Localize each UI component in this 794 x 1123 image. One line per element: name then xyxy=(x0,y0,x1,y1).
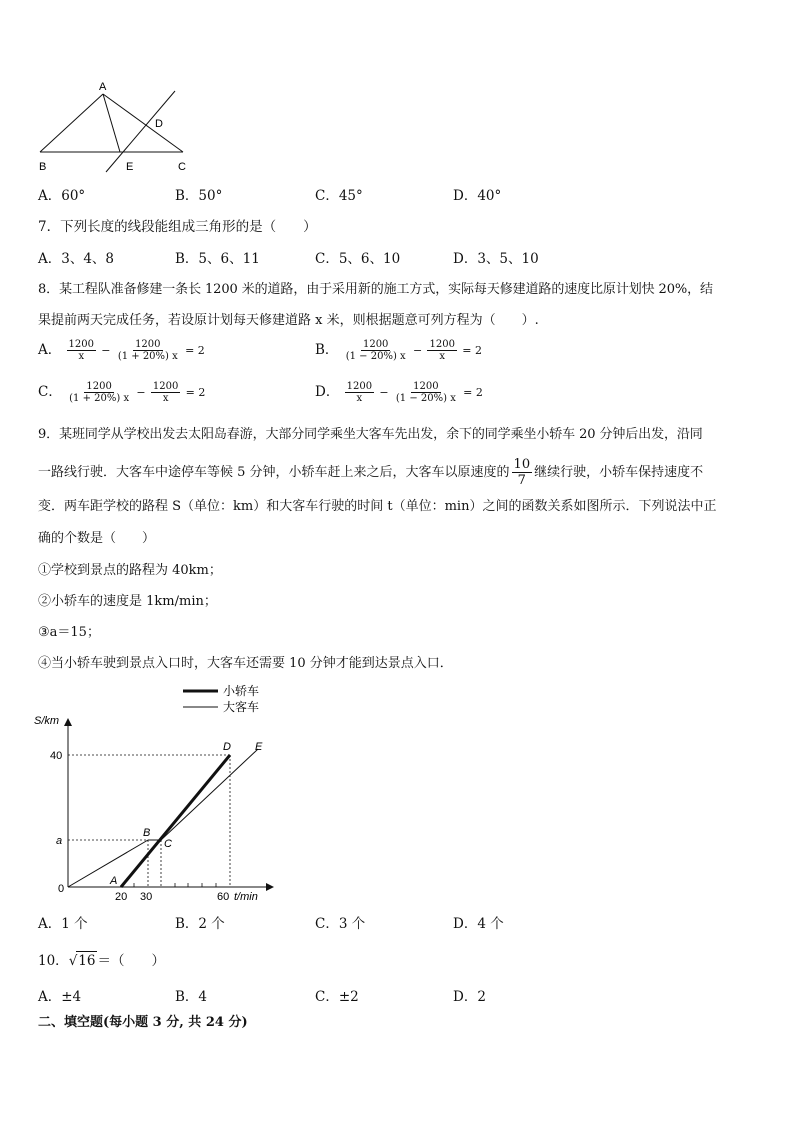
q7-option-d: D．3、5、10 xyxy=(453,251,539,267)
q9-option-a: A．1 个 xyxy=(38,916,88,932)
label-C: C xyxy=(178,161,186,173)
q9-statement-1: ①学校到景点的路程为 40km； xyxy=(38,563,222,578)
option-label: A． xyxy=(38,342,62,358)
q9-option-d: D．4 个 xyxy=(453,916,504,932)
bus-line-3 xyxy=(161,749,258,840)
point-D: D xyxy=(223,741,231,753)
q10-option-a: A．±4 xyxy=(38,989,82,1005)
q9-statement-3: ③a＝15； xyxy=(38,625,100,640)
q9-line4: 确的个数是（ ） xyxy=(38,531,156,546)
q7-option-c: C．5、6、10 xyxy=(315,251,401,267)
section-2-heading: 二、填空题(每小题 3 分, 共 24 分) xyxy=(38,1015,248,1030)
option-label: B． xyxy=(315,342,339,358)
q10-option-b: B．4 xyxy=(175,989,208,1005)
y-axis-arrow xyxy=(64,718,72,726)
radicand: 16 xyxy=(78,953,96,969)
q7-stem: 7．下列长度的线段能组成三角形的是（ ） xyxy=(38,219,317,235)
q9-option-c: C．3 个 xyxy=(315,916,366,932)
label-B: B xyxy=(39,161,47,173)
q7-option-a: A．3、4、8 xyxy=(38,251,115,267)
label-D: D xyxy=(155,118,163,130)
fraction: $\frac{1200}{(1 - 20\%) x}$ xyxy=(345,339,406,362)
q9-line3: 变．两车距学校的路程 S（单位：km）和大客车行驶的时间 t（单位：min）之间的函数关系如图所示．下列说法中正 xyxy=(38,499,717,514)
point-C: C xyxy=(164,838,172,850)
y-tick-a: a xyxy=(56,835,63,847)
q9-statement-4: ④当小轿车驶到景点入口时，大客车还需要 10 分钟才能到达景点入口． xyxy=(38,656,453,671)
q6-option-c: C．45° xyxy=(315,188,363,204)
q8-option-a: A． $\frac{1200}{x}$ − $\frac{1200}{(1 + 20\%) x}$ = 2 xyxy=(38,339,205,362)
q9-statement-2: ②小轿车的速度是 1km/min； xyxy=(38,594,217,609)
q9-line2: 一路线行驶．大客车中途停车等候 5 分钟，小轿车赶上来之后，大客车以原速度的 $\frac{10}{7}$ 继续行驶，小轿车保持速度不 xyxy=(38,457,704,488)
q10-option-d: D．2 xyxy=(453,989,486,1005)
option-label: D． xyxy=(315,384,340,400)
label-A: A xyxy=(99,81,107,93)
q8-option-b: B． $\frac{1200}{(1 - 20\%) x}$ − $\frac{1200}{x}$ = 2 xyxy=(315,339,482,362)
q10-option-c: C．±2 xyxy=(315,989,359,1005)
fraction: $\frac{1200}{(1 + 20\%) x}$ xyxy=(69,381,130,404)
triangle-figure xyxy=(30,74,200,179)
q9-line1: 9．某班同学从学校出发去太阳岛春游，大部分同学乘坐大客车先出发，余下的同学乘坐小轿车 20 分钟后出发，沿同 xyxy=(38,427,703,442)
fraction: $\frac{1200}{x}$ xyxy=(429,339,455,362)
car-line xyxy=(121,755,230,887)
bus-line-1 xyxy=(68,840,148,887)
q9-option-b: B．2 个 xyxy=(175,916,225,932)
sqrt-sign: √ xyxy=(68,953,78,969)
distance-time-graph xyxy=(30,680,280,910)
q6-option-d: D．40° xyxy=(453,188,502,204)
legend-bus-label: 大客车 xyxy=(223,700,260,714)
fraction-10-7: $\frac{10}{7}$ xyxy=(513,457,531,488)
q8-line2: 果提前两天完成任务，若设原计划每天修建道路 x 米，则根据题意可列方程为（ ）. xyxy=(38,313,539,328)
y-axis-label: S/km xyxy=(34,715,60,727)
q8-option-d: D． $\frac{1200}{x}$ − $\frac{1200}{(1 - 20\%) x}$ = 2 xyxy=(315,381,483,404)
fraction: $\frac{1200}{(1 - 20\%) x}$ xyxy=(395,381,456,404)
q8-option-c: C． $\frac{1200}{(1 + 20\%) x}$ − $\frac{1200}{x}$ = 2 xyxy=(38,381,206,404)
fraction: $\frac{1200}{x}$ xyxy=(152,381,179,404)
q7-option-b: B．5、6、11 xyxy=(175,251,260,267)
legend-car-label: 小轿车 xyxy=(223,684,260,698)
x-axis-arrow xyxy=(266,883,274,891)
fraction: $\frac{1200}{x}$ xyxy=(68,339,94,362)
option-label: C． xyxy=(38,384,62,400)
q10-stem: 10．√16 ＝（ ） xyxy=(38,953,165,969)
point-B: B xyxy=(143,827,151,839)
x-tick-20: 20 xyxy=(115,891,128,903)
origin-label: 0 xyxy=(58,883,65,895)
x-tick-60: 60 xyxy=(217,891,230,903)
fraction: $\frac{1200}{(1 + 20\%) x}$ xyxy=(117,339,178,362)
q8-line1: 8．某工程队准备修建一条长 1200 米的道路，由于采用新的施工方式，实际每天修建道路的速度比原计划快 20%，结 xyxy=(38,282,713,297)
y-tick-40: 40 xyxy=(50,750,63,762)
q6-option-b: B．50° xyxy=(175,188,223,204)
point-E: E xyxy=(255,741,263,753)
point-A: A xyxy=(110,875,118,887)
fraction: $\frac{1200}{x}$ xyxy=(346,381,373,404)
q6-option-a: A．60° xyxy=(38,188,86,204)
x-tick-30: 30 xyxy=(140,891,153,903)
label-E: E xyxy=(126,161,134,173)
x-axis-label: t/min xyxy=(234,891,258,903)
